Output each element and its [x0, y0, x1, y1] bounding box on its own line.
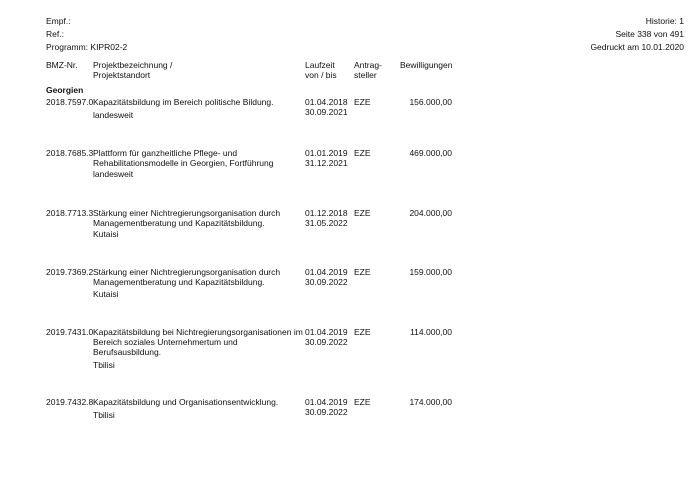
project-title: Stärkung einer Nichtregierungsorganisation durch Managementberatung und Kapazitätsbildung.	[93, 208, 281, 228]
bmz-number: 2019.7432.8	[46, 397, 94, 407]
page-number: Seite 338 von 491	[615, 29, 684, 39]
end-date: 30.09.2022	[305, 337, 348, 347]
project-location: Tbilisi	[93, 360, 115, 370]
column-header-laufzeit-1: Laufzeit	[305, 60, 335, 70]
end-date: 30.09.2022	[305, 277, 348, 287]
bmz-number: 2018.7685.3	[46, 148, 94, 158]
project-title: Kapazitätsbildung im Bereich politische Bildung.	[93, 97, 274, 107]
program-label: Programm: KIPR02-2	[46, 42, 128, 52]
recipient-label: Empf.:	[46, 16, 71, 26]
applicant: EZE	[354, 97, 371, 107]
applicant: EZE	[354, 148, 371, 158]
start-date: 01.01.2019	[305, 148, 348, 158]
column-header-bewilligungen: Bewilligungen	[400, 60, 453, 70]
end-date: 30.09.2021	[305, 107, 348, 117]
project-title: Kapazitätsbildung bei Nichtregierungsorganisationen im Bereich soziales Unternehmertum und Berufsausbildung.	[93, 327, 303, 357]
column-header-antrag-2: steller	[354, 70, 377, 80]
applicant: EZE	[354, 327, 371, 337]
column-header-title-1: Projektbezeichnung /	[93, 60, 173, 70]
applicant: EZE	[354, 397, 371, 407]
end-date: 31.12.2021	[305, 158, 348, 168]
grant-amount: 156.000,00	[409, 97, 452, 107]
grant-amount: 174.000,00	[409, 397, 452, 407]
bmz-number: 2019.7431.0	[46, 327, 94, 337]
history-label: Historie: 1	[645, 16, 684, 26]
reference-label: Ref.:	[46, 29, 64, 39]
column-header-laufzeit-2: von / bis	[305, 70, 337, 80]
end-date: 30.09.2022	[305, 407, 348, 417]
bmz-number: 2019.7369.2	[46, 267, 94, 277]
applicant: EZE	[354, 267, 371, 277]
project-location: landesweit	[93, 110, 134, 120]
section-title: Georgien	[46, 85, 84, 95]
project-location: landesweit	[93, 169, 134, 179]
grant-amount: 204.000,00	[409, 208, 452, 218]
project-title: Stärkung einer Nichtregierungsorganisation durch Managementberatung und Kapazitätsbildung.	[93, 267, 281, 287]
bmz-number: 2018.7713.3	[46, 208, 94, 218]
start-date: 01.04.2019	[305, 267, 348, 277]
column-header-antrag-1: Antrag-	[354, 60, 382, 70]
bmz-number: 2018.7597.0	[46, 97, 94, 107]
project-location: Kutaisi	[93, 289, 119, 299]
print-date: Gedruckt am 10.01.2020	[590, 42, 684, 52]
column-header-bmz-nr: BMZ-Nr.	[46, 60, 78, 70]
project-title: Kapazitätsbildung und Organisationsentwicklung.	[93, 397, 279, 407]
project-title: Plattform für ganzheitliche Pflege- und Rehabilitationsmodelle in Georgien, Fortführung	[93, 148, 274, 168]
grant-amount: 469.000,00	[409, 148, 452, 158]
project-location: Tbilisi	[93, 410, 115, 420]
grant-amount: 159.000,00	[409, 267, 452, 277]
applicant: EZE	[354, 208, 371, 218]
end-date: 31.05.2022	[305, 218, 348, 228]
start-date: 01.04.2019	[305, 397, 348, 407]
grant-amount: 114.000,00	[410, 327, 452, 337]
start-date: 01.04.2018	[305, 97, 348, 107]
project-location: Kutaisi	[93, 229, 119, 239]
column-header-title-2: Projektstandort	[93, 70, 151, 80]
start-date: 01.12.2018	[305, 208, 348, 218]
start-date: 01.04.2019	[305, 327, 348, 337]
